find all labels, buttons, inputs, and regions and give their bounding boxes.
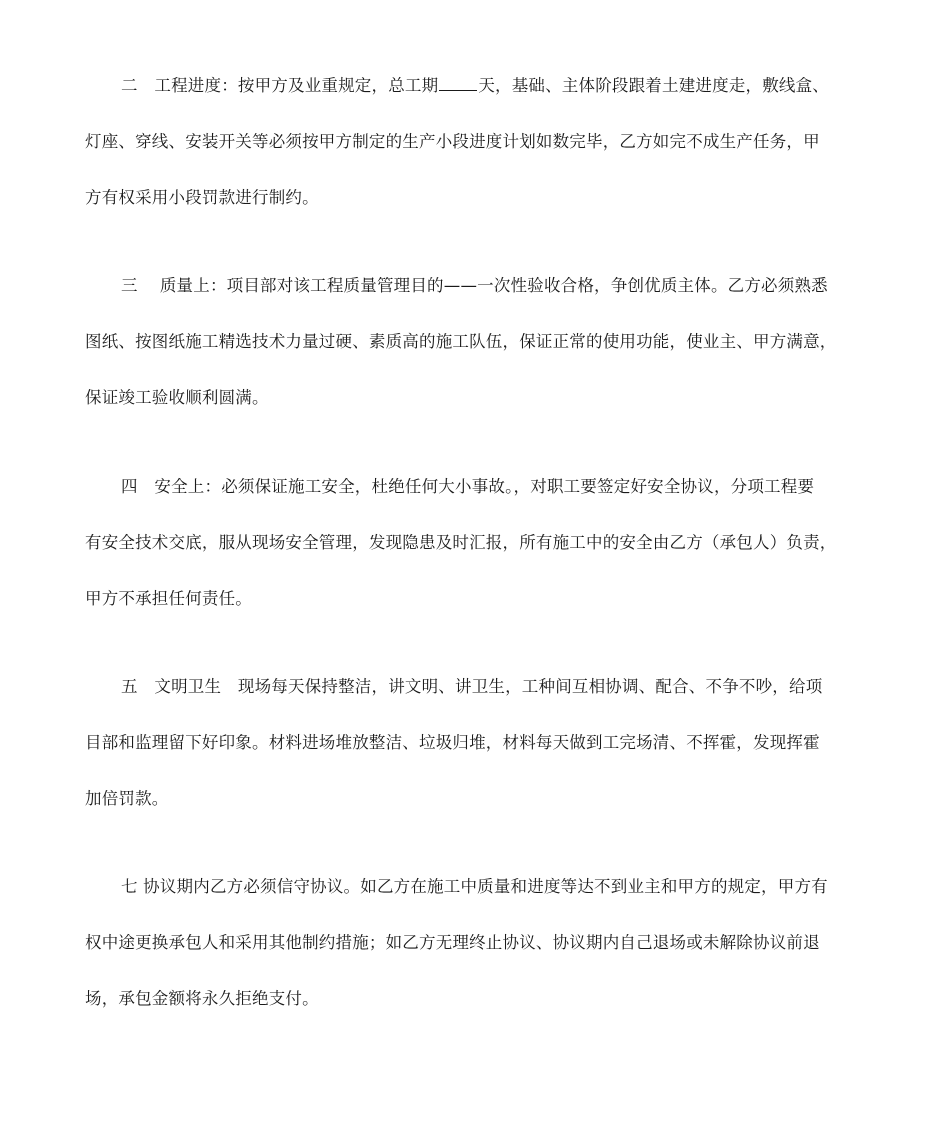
paragraph-line: 三 质量上：项目部对该工程质量管理目的——一次性验收合格，争创优质主体。乙方必须熟悉	[121, 276, 828, 295]
paragraph-line: 甲方不承担任何责任。	[85, 589, 252, 608]
paragraph-line: 灯座、穿线、安装开关等必须按甲方制定的生产小段进度计划如数完毕，乙方如完不成生产任务，甲	[85, 132, 820, 151]
paragraph-line: 保证竣工验收顺利圆满。	[85, 388, 269, 407]
paragraph-safety	[85, 473, 900, 613]
line-text: 二 工程进度：按甲方及业重规定，总工期	[121, 76, 439, 95]
paragraph-line: 场，承包金额将永久拒绝支付。	[85, 989, 319, 1008]
paragraph-line: 图纸、按图纸施工精选技术力量过硬、素质高的施工队伍，保证正常的使用功能，使业主、甲方满意，	[85, 332, 837, 351]
paragraph-line: 权中途更换承包人和采用其他制约措施；如乙方无理终止协议、协议期内自己退场或未解除协议前退	[85, 933, 820, 952]
line-text: 天，基础、主体阶段跟着土建进度走，敷线盒、	[478, 76, 830, 95]
paragraph-line: 目部和监理留下好印象。材料进场堆放整洁、垃圾归堆，材料每天做到工完场清、不挥霍，发现挥霍	[85, 733, 820, 752]
paragraph-line: 五 文明卫生 现场每天保持整洁，讲文明、讲卫生，工种间互相协调、配合、不争不吵，给项	[121, 677, 823, 696]
blank-underline	[439, 72, 477, 91]
paragraph-schedule	[85, 72, 900, 212]
paragraph-line: 七 协议期内乙方必须信守协议。如乙方在施工中质量和进度等达不到业主和甲方的规定，甲方有	[121, 877, 828, 896]
paragraph-line	[85, 72, 900, 100]
paragraph-line: 方有权采用小段罚款进行制约。	[85, 188, 319, 207]
paragraph-compliance	[85, 873, 900, 1013]
paragraph-quality	[85, 272, 900, 412]
paragraph-hygiene	[85, 673, 900, 813]
paragraph-line: 有安全技术交底，服从现场安全管理，发现隐患及时汇报，所有施工中的安全由乙方（承包人）负责，	[85, 533, 837, 552]
paragraph-line: 加倍罚款。	[85, 789, 169, 808]
paragraph-line: 四 安全上：必须保证施工安全，杜绝任何大小事故。，对职工要签定好安全协议，分项工程要	[121, 477, 815, 496]
